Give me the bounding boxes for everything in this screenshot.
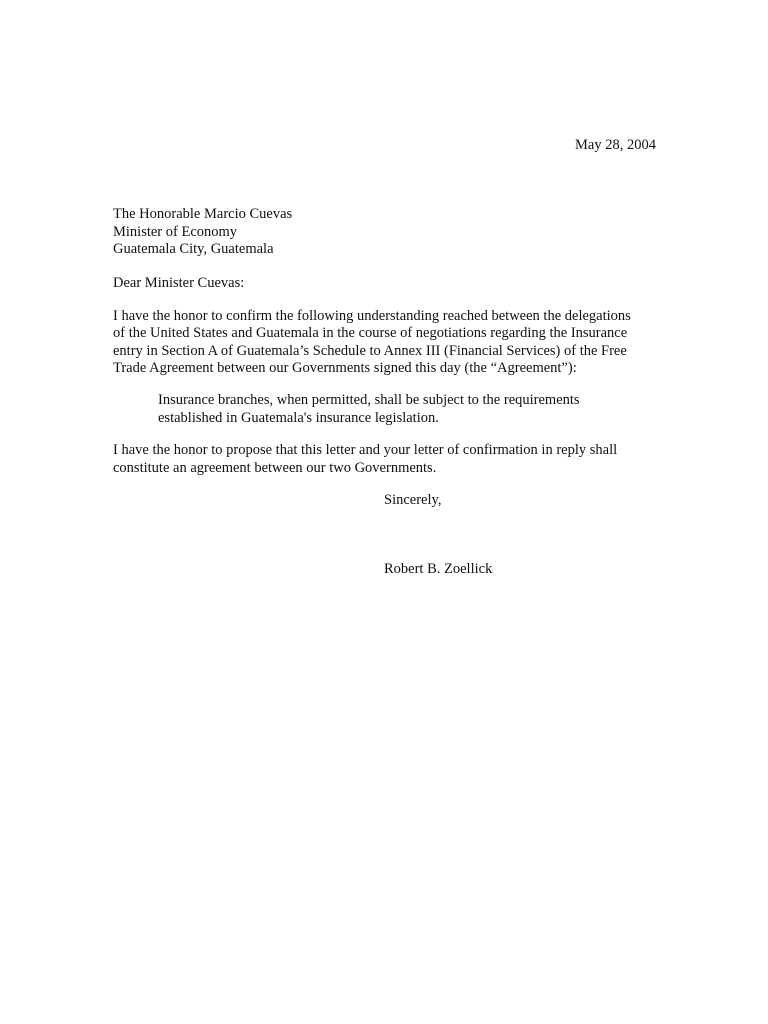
salutation: Dear Minister Cuevas: <box>113 275 245 291</box>
recipient-title: Minister of Economy <box>113 223 238 240</box>
paragraph-line: entry in Section A of Guatemala’s Schedule to Annex III (Financial Services) of the Free <box>113 342 627 359</box>
quote-line: established in Guatemala's insurance legislation. <box>158 409 439 426</box>
indented-quote <box>158 392 580 427</box>
closing: Sincerely, <box>384 492 442 508</box>
paragraph-line: constitute an agreement between our two Governments. <box>113 459 437 476</box>
signature-name: Robert B. Zoellick <box>384 561 493 577</box>
recipient-address <box>113 206 292 259</box>
paragraph-line: I have the honor to propose that this letter and your letter of confirmation in reply shall <box>113 442 618 458</box>
body-paragraph-2 <box>113 442 617 477</box>
paragraph-line: I have the honor to confirm the following understanding reached between the delegations <box>113 308 631 324</box>
paragraph-line: Trade Agreement between our Governments signed this day (the “Agreement”): <box>113 359 577 376</box>
paragraph-line: of the United States and Guatemala in the course of negotiations regarding the Insurance <box>113 325 628 342</box>
quote-line: Insurance branches, when permitted, shall be subject to the requirements <box>158 392 580 408</box>
letter-date: May 28, 2004 <box>575 137 656 153</box>
recipient-name: The Honorable Marcio Cuevas <box>113 206 293 222</box>
body-paragraph-1 <box>113 308 658 377</box>
recipient-location: Guatemala City, Guatemala <box>113 241 274 257</box>
